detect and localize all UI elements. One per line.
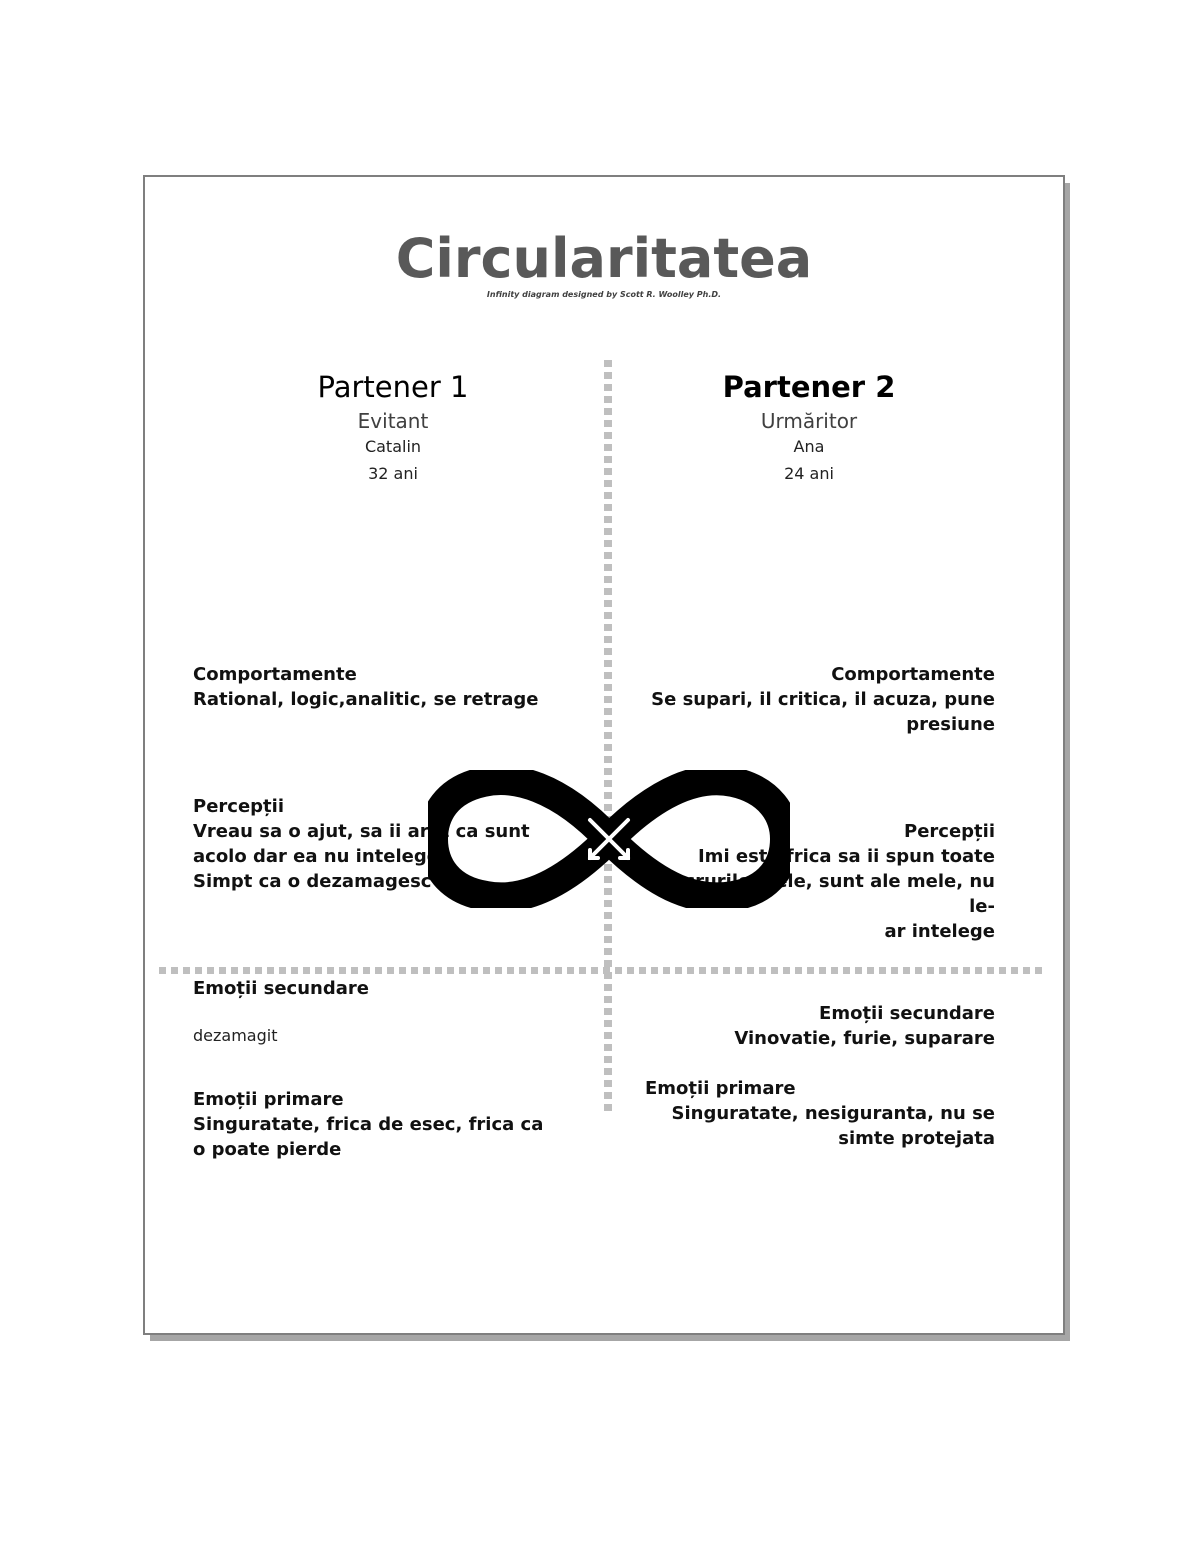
partner2-name: Ana: [793, 437, 825, 456]
partner1-secondary-text: dezamagit: [193, 1026, 278, 1045]
partner2-secondary-label: Emoții secundare: [819, 1003, 995, 1024]
partner1-primary-line: Singuratate, frica de esec, frica ca: [193, 1114, 544, 1135]
horizontal-divider: [159, 967, 1046, 974]
partner1-behaviors-text: Rational, logic,analitic, se retrage: [193, 689, 539, 710]
partner2-behaviors-label: Comportamente: [831, 664, 995, 685]
partner1-primary-line: o poate pierde: [193, 1139, 342, 1160]
partner2-primary-emotions: [645, 1076, 995, 1151]
partner1-role: Evitant: [357, 409, 429, 433]
partner2-age: 24 ani: [784, 464, 834, 483]
partner2-behaviors: [635, 662, 995, 737]
partner2-heading: Partener 2: [722, 370, 896, 404]
partner1-perceptions-line: acolo dar ea nu intelege: [193, 846, 439, 867]
partner2-role: Urmăritor: [760, 409, 858, 433]
partner2-secondary-text: Vinovatie, furie, suparare: [734, 1028, 995, 1049]
partner2-perceptions-label: Percepții: [904, 821, 995, 842]
partner1-age: 32 ani: [368, 464, 418, 483]
diagram-page: [143, 175, 1065, 1335]
partner1-perceptions-line: Simpt ca o dezamagesc: [193, 871, 432, 892]
partner2-secondary-emotions: [635, 1001, 995, 1051]
partner2-primary-line: simte protejata: [838, 1128, 995, 1149]
vertical-divider: [604, 360, 612, 1115]
partner1-perceptions-label: Percepții: [193, 796, 284, 817]
partner1-primary-label: Emoții primare: [193, 1089, 344, 1110]
partner2-perceptions-line: ar intelege: [884, 921, 995, 942]
partner1-heading: Partener 1: [317, 370, 469, 404]
partner1-name: Catalin: [364, 437, 422, 456]
infinity-loop-icon: [428, 770, 790, 908]
page-subtitle: Infinity diagram designed by Scott R. Woolley Ph.D.: [486, 290, 722, 299]
partner1-behaviors: [193, 662, 553, 712]
partner2-perceptions-line: Imi este frica sa ii spun toate: [697, 846, 995, 867]
partner2-primary-line: Singuratate, nesiguranta, nu se: [671, 1103, 995, 1124]
partner2-perceptions-line: lucrurile mele, sunt ale mele, nu le-: [665, 871, 995, 917]
page-title: Circularitatea: [395, 227, 813, 290]
partner1-secondary-label: Emoții secundare: [193, 978, 369, 999]
partner2-primary-label: Emoții primare: [645, 1078, 796, 1099]
partner2-behaviors-line: presiune: [906, 714, 995, 735]
partner1-primary-emotions: [193, 1087, 553, 1162]
partner1-secondary-emotions: [193, 976, 553, 1048]
partner1-perceptions-line: Vreau sa o ajut, sa ii arat ca sunt: [193, 821, 530, 842]
partner2-behaviors-line: Se supari, il critica, il acuza, pune: [651, 689, 995, 710]
partner1-behaviors-label: Comportamente: [193, 664, 357, 685]
